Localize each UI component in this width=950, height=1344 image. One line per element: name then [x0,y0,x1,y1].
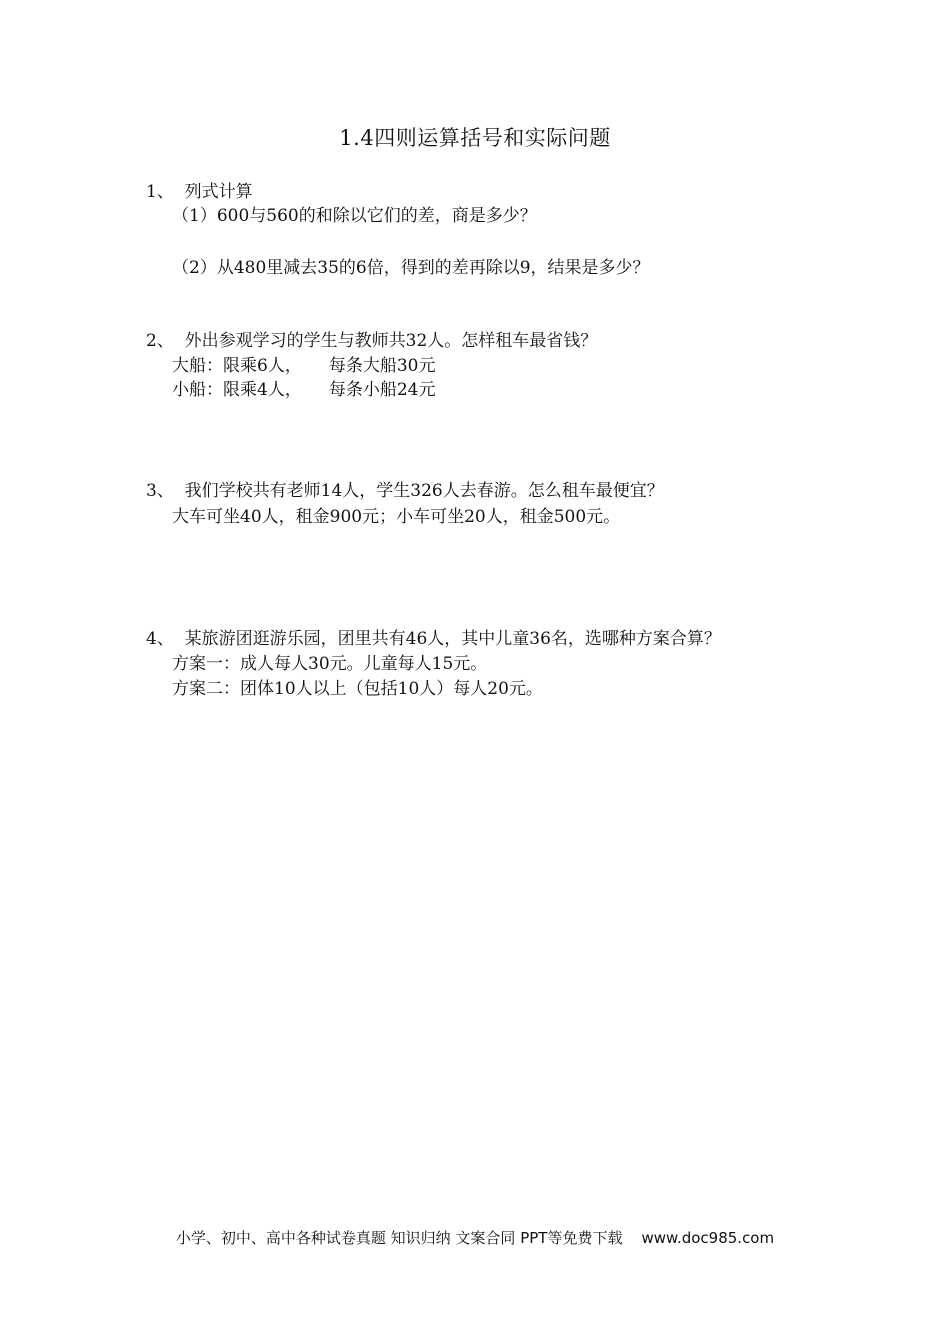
question-2-small-boat: 小船：限乘4人， 每条小船24元 [172,380,436,400]
question-1-part-1: （1）600与560的和除以它们的差，商是多少？ [172,206,537,226]
question-3-heading: 3、 我们学校共有老师14人，学生326人去春游。怎么租车最便宜？ [146,481,664,501]
question-4-heading: 4、 某旅游团逛游乐园，团里共有46人，其中儿童36名，选哪种方案合算？ [146,629,721,649]
question-3-detail: 大车可坐40人，租金900元；小车可坐20人，租金500元。 [172,507,621,527]
question-4-plan-1: 方案一：成人每人30元。儿童每人15元。 [172,654,488,674]
question-1-heading: 1、 列式计算 [146,182,253,202]
question-2-big-boat: 大船：限乘6人， 每条大船30元 [172,356,436,376]
page-footer: 小学、初中、高中各种试卷真题 知识归纳 文案合同 PPT等免费下载 www.doc985.com [175,1229,775,1247]
question-4-plan-2: 方案二：团体10人以上（包括10人）每人20元。 [172,679,543,699]
question-1-part-2: （2）从480里减去35的6倍，得到的差再除以9，结果是多少？ [172,258,650,278]
page-title: 1.4四则运算括号和实际问题 [339,126,611,150]
question-2-heading: 2、 外出参观学习的学生与教师共32人。怎样租车最省钱？ [146,331,598,351]
